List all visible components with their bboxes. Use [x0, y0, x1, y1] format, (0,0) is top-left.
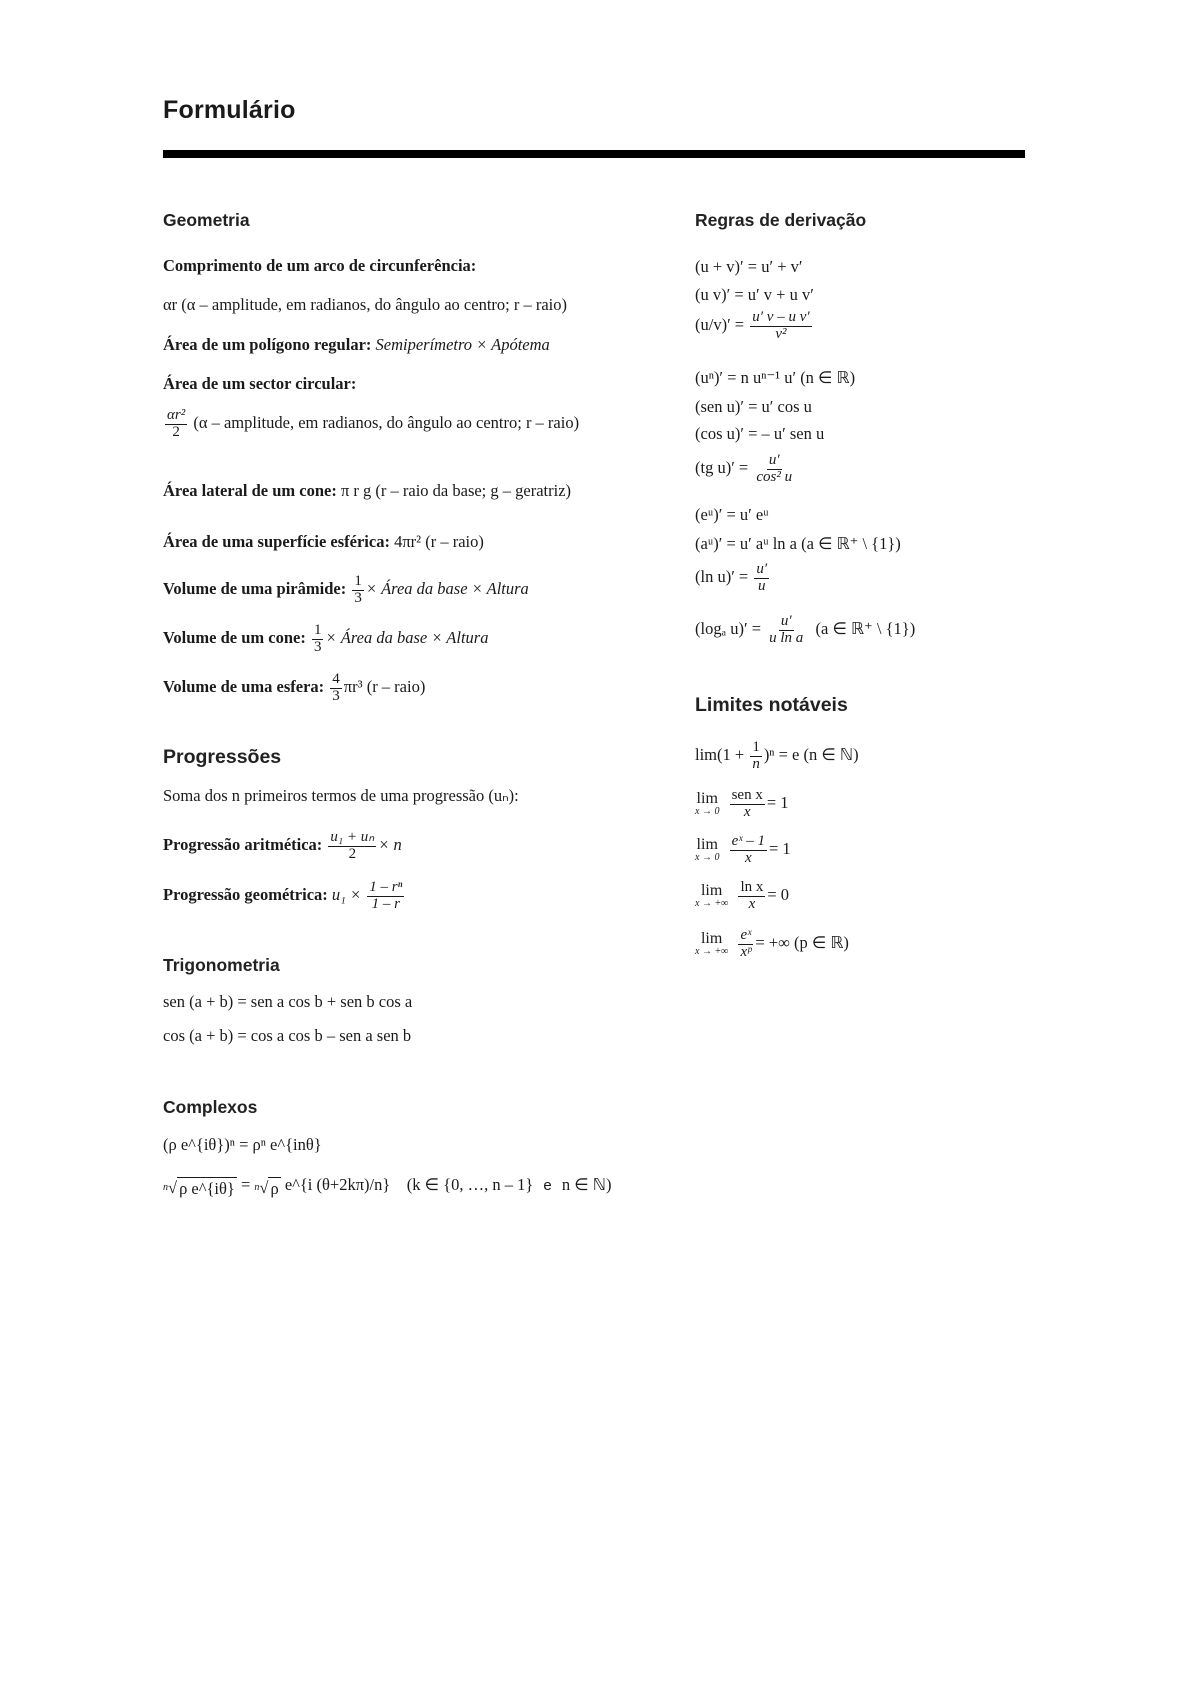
- piramide-formula: × Área da base × Altura: [365, 579, 529, 599]
- limite-5-den: xᵖ: [740, 943, 752, 960]
- complexos-potencia: (ρ e^{iθ})ⁿ = ρⁿ e^{inθ}: [163, 1135, 322, 1154]
- limite-4-word: lim: [700, 882, 723, 900]
- deriv-rule-7-fraction: [754, 453, 794, 486]
- deriv-rule-7-num: u′: [768, 452, 780, 468]
- deriv-rule-7-lhs: (tg u)′ =: [695, 458, 749, 478]
- piramide-line: [163, 574, 529, 607]
- esfera-superficie-label: Área de uma superfície esférica:: [163, 532, 390, 551]
- cone-volume-den: 3: [313, 638, 322, 655]
- piramide-label: Volume de uma pirâmide:: [163, 579, 347, 599]
- limite-5-lim: [695, 931, 728, 957]
- cone-lateral-label: Área lateral de um cone:: [163, 481, 337, 500]
- aritmetica-line: [163, 830, 402, 863]
- title-rule: [163, 150, 1025, 158]
- limite-2-fraction: [730, 788, 765, 821]
- sector-note: (α – amplitude, em radianos, do ângulo ao centro; r – raio): [193, 413, 580, 433]
- limite-4-num: ln x: [740, 879, 764, 895]
- esfera-volume-den: 3: [332, 687, 340, 704]
- deriv-rule-6: (cos u)′ = – u′ sen u: [695, 424, 825, 443]
- deriv-rule-10-fraction: [754, 562, 769, 595]
- limite-2-rhs: = 1: [766, 793, 789, 813]
- raiz-conj: e: [543, 1177, 552, 1194]
- esfera-volume-formula: πr³ (r – raio): [343, 677, 426, 697]
- deriv-rule-10: [695, 562, 771, 595]
- deriv-rule-4: (uⁿ)′ = n uⁿ⁻¹ u′ (n ∈ ℝ): [695, 368, 856, 387]
- esfera-volume-num: 4: [332, 671, 340, 687]
- cone-lateral-line: [163, 480, 571, 502]
- raiz-lhs-index: n: [163, 1182, 168, 1193]
- arco-formula: αr (α – amplitude, em radianos, do ângulo ao centro; r – raio): [163, 295, 568, 314]
- limite-3-sub: x → 0: [695, 852, 720, 864]
- limite-3-word: lim: [696, 836, 718, 854]
- sector-formula-line: [163, 408, 579, 441]
- esfera-volume-label: Volume de uma esfera:: [163, 677, 325, 697]
- aritmetica-fraction: [328, 830, 376, 863]
- limite-2-word: lim: [696, 790, 718, 808]
- sector-num: αr²: [167, 407, 186, 423]
- limite-1-a: lim(1 +: [695, 745, 745, 765]
- trig-cos-formula: cos (a + b) = cos a cos b – sen a sen b: [163, 1026, 412, 1045]
- geometrica-label: Progressão geométrica:: [163, 885, 328, 905]
- limite-5-fraction: [738, 928, 753, 961]
- cone-volume-label: Volume de um cone:: [163, 628, 306, 648]
- limite-4-lim: [695, 883, 728, 909]
- deriv-rule-3-fraction: [750, 310, 811, 343]
- aritmetica-tail: × n: [378, 835, 402, 855]
- limite-3-fraction: [730, 834, 767, 867]
- limite-4-den: x: [748, 895, 756, 912]
- limite-2-sub: x → 0: [695, 806, 720, 818]
- complexos-raiz-line: [163, 1174, 611, 1200]
- raiz-eq: =: [240, 1175, 251, 1194]
- limite-3-rhs: = 1: [768, 839, 791, 859]
- deriv-rule-3-lhs: (u/v)′ =: [695, 315, 745, 335]
- deriv-rule-7: [695, 453, 796, 486]
- deriv-rule-9: (aᵘ)′ = u′ aᵘ ln a (a ∈ ℝ⁺ \ {1}): [695, 534, 901, 553]
- limite-5: [695, 928, 849, 961]
- geometrica-den: 1 – r: [371, 895, 400, 912]
- deriv-rule-11-lhs: (logₐ u)′ =: [695, 619, 761, 639]
- trigonometria-heading: Trigonometria: [163, 955, 280, 975]
- raiz-rhs-index: n: [254, 1182, 260, 1193]
- cone-volume-num: 1: [313, 622, 322, 638]
- deriv-rule-11-fraction: [767, 614, 805, 647]
- limite-3-lim: [695, 837, 719, 863]
- geometrica-num: 1 – rⁿ: [369, 879, 403, 895]
- limite-5-word: lim: [700, 930, 723, 948]
- piramide-fraction: [352, 574, 364, 607]
- arco-label: Comprimento de um arco de circunferência:: [163, 256, 477, 275]
- raiz-rhs: n √ ρ: [254, 1178, 279, 1198]
- geometrica-fraction: [367, 880, 404, 913]
- esfera-superficie-formula: 4πr² (r – raio): [394, 532, 484, 551]
- esfera-superficie-line: [163, 531, 484, 553]
- deriv-rule-11-den: u ln a: [769, 629, 804, 646]
- deriv-rule-5: (sen u)′ = u′ cos u: [695, 397, 812, 416]
- deriv-rule-11-cond: (a ∈ ℝ⁺ \ {1}): [815, 619, 916, 639]
- complexos-heading: Complexos: [163, 1097, 258, 1117]
- sector-den: 2: [172, 423, 180, 440]
- limite-1-den: n: [752, 755, 760, 772]
- arco-label-line: [163, 255, 476, 277]
- progressoes-heading: Progressões: [163, 746, 282, 768]
- geometrica-head: u₁ ×: [331, 885, 362, 905]
- cone-lateral-formula: π r g (r – raio da base; g – geratriz): [340, 481, 572, 500]
- cone-volume-line: [163, 623, 488, 656]
- deriv-rule-3-den: v²: [775, 325, 787, 342]
- poligono-line: [163, 334, 550, 356]
- trig-sen-formula: sen (a + b) = sen a cos b + sen b cos a: [163, 992, 413, 1011]
- limite-4-sub: x → +∞: [695, 898, 729, 910]
- limite-5-rhs: = +∞ (p ∈ ℝ): [755, 933, 849, 953]
- piramide-den: 3: [354, 589, 362, 606]
- esfera-volume-line: [163, 672, 425, 705]
- raiz-cond2: n ∈ ℕ): [561, 1175, 612, 1194]
- sector-label: Área de um sector circular:: [163, 374, 357, 393]
- deriv-rule-10-lhs: (ln u)′ =: [695, 567, 749, 587]
- raiz-lhs-radicand: ρ e^{iθ}: [179, 1178, 235, 1198]
- aritmetica-den: 2: [348, 845, 357, 862]
- deriv-rule-7-den: cos² u: [756, 468, 793, 485]
- deriv-rule-2: (u v)′ = u′ v + u v′: [695, 285, 814, 304]
- raiz-rhs-exp: e^{i (θ+2kπ)/n}: [284, 1175, 391, 1194]
- limite-1-b: )ⁿ = e (n ∈ ℕ): [763, 745, 859, 765]
- limite-1-num: 1: [752, 739, 760, 755]
- limite-3-den: x: [744, 849, 752, 866]
- deriv-rule-11-num: u′: [780, 613, 792, 629]
- limite-5-sub: x → +∞: [695, 946, 729, 958]
- page-title: Formulário: [163, 96, 296, 124]
- limite-2-den: x: [743, 803, 751, 820]
- limite-1: [695, 740, 859, 773]
- limites-heading: Limites notáveis: [695, 694, 848, 716]
- geometria-heading: Geometria: [163, 210, 250, 230]
- limite-5-num: eˣ: [740, 927, 752, 943]
- progressoes-intro: Soma dos n primeiros termos de uma progressão (uₙ):: [163, 786, 519, 805]
- deriv-rule-11: [695, 614, 915, 647]
- limite-2-num: sen x: [731, 787, 763, 803]
- deriv-rule-1: (u + v)′ = u′ + v′: [695, 257, 803, 276]
- deriv-rule-3: [695, 310, 814, 343]
- limite-3-num: eˣ – 1: [731, 833, 765, 849]
- raiz-lhs: n √ ρ e^{iθ}: [163, 1178, 235, 1198]
- limite-2: [695, 788, 789, 821]
- esfera-volume-fraction: [330, 672, 342, 705]
- raiz-cond: (k ∈ {0, …, n – 1}: [406, 1175, 534, 1194]
- deriv-rule-8: (eᵘ)′ = u′ eᵘ: [695, 505, 769, 524]
- deriv-rule-10-den: u: [758, 577, 766, 594]
- poligono-label: Área de um polígono regular:: [163, 335, 372, 354]
- raiz-rhs-radicand: ρ: [270, 1178, 279, 1198]
- cone-volume-fraction: [312, 623, 324, 656]
- geometrica-line: [163, 880, 406, 913]
- limite-2-lim: [695, 791, 719, 817]
- limite-4: [695, 880, 789, 913]
- poligono-formula: Semiperímetro × Apótema: [375, 335, 550, 354]
- deriv-rule-10-num: u′: [756, 561, 768, 577]
- derivacao-heading: Regras de derivação: [695, 210, 867, 230]
- deriv-rule-3-num: u′ v – u v′: [752, 309, 810, 325]
- sector-label-line: [163, 373, 356, 395]
- piramide-num: 1: [354, 573, 362, 589]
- cone-volume-formula: × Área da base × Altura: [325, 628, 489, 648]
- aritmetica-num: u₁ + uₙ: [330, 829, 375, 845]
- limite-1-fraction: [750, 740, 762, 773]
- sector-fraction: [165, 408, 187, 441]
- limite-4-rhs: = 0: [767, 885, 790, 905]
- aritmetica-label: Progressão aritmética:: [163, 835, 323, 855]
- limite-3: [695, 834, 791, 867]
- limite-4-fraction: [738, 880, 765, 913]
